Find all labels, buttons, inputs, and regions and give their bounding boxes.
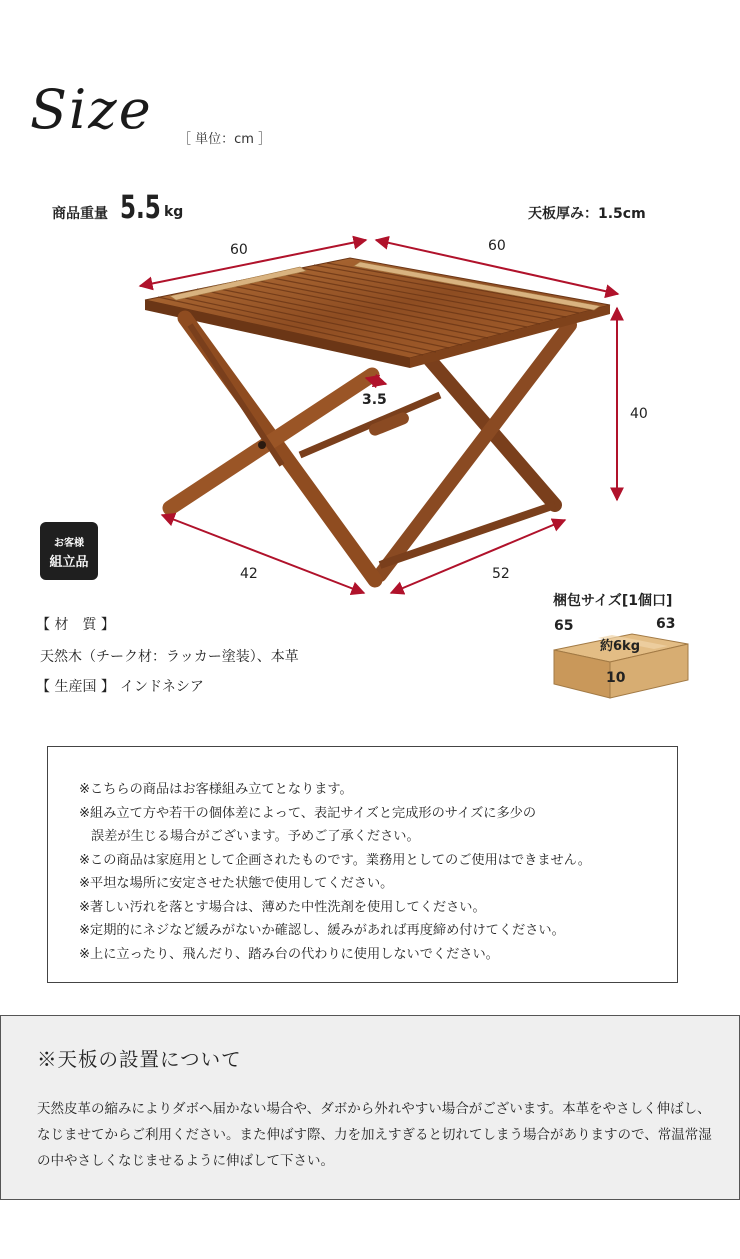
badge-line1: お客様 <box>54 538 84 549</box>
dim-height: 40 <box>630 406 648 422</box>
package-depth: 63 <box>656 616 676 632</box>
dim-gap: 3.5 <box>362 392 387 408</box>
notice-item: ※この商品は家庭用として企画されたものです。業務用としてのご使用はできません。 <box>79 852 591 868</box>
table-illustration <box>0 0 740 620</box>
material-value: 天然木（チーク材：ラッカー塗装）、本革 <box>40 649 299 665</box>
package-box-illustration <box>540 610 740 710</box>
package-width: 65 <box>554 618 574 634</box>
notice-item: ※定期的にネジなど緩みがないか確認し、緩みがあれば再度締め付けてください。 <box>79 923 565 938</box>
assembly-badge <box>40 522 98 580</box>
dim-base-left: 42 <box>240 566 258 582</box>
install-note-title: ※天板の設置について <box>37 1048 242 1071</box>
thickness-label: 天板厚み：1.5cm <box>528 206 646 222</box>
origin-label: 【 生産国 】 <box>36 679 115 695</box>
install-note-section <box>0 1015 740 1200</box>
notice-item: ※上に立ったり、飛んだり、踏み台の代わりに使用しないでください。 <box>79 946 499 962</box>
package-height: 10 <box>606 670 626 686</box>
dim-top-right: 60 <box>488 238 506 254</box>
notice-item: ※平坦な場所に安定させた状態で使用してください。 <box>79 876 394 891</box>
dim-base-right: 52 <box>492 566 510 582</box>
material-label: 【 材 質 】 <box>36 617 115 633</box>
notice-item: ※こちらの商品はお客様組み立てとなります。 <box>79 782 353 797</box>
size-title: Size <box>30 78 153 141</box>
notice-item: ※組み立て方や若干の個体差によって、表記サイズと完成形のサイズに多少の <box>79 805 537 821</box>
install-note-body: 天然皮革の縮みによりダボへ届かない場合や、ダボから外れやすい場合がございます。本革をやさしく伸ばし、なじませてからご利用ください。また伸ばす際、力を加えすぎると切れてしまう場合がありますので、常温常湿の中やさしくなじませるように伸ばして下さい。 <box>37 1101 712 1169</box>
unit-label: ［ 単位：cm ］ <box>178 132 272 147</box>
origin-value: インドネシア <box>120 679 204 695</box>
dim-top-left: 60 <box>230 242 248 258</box>
badge-line2: 組立品 <box>49 555 89 570</box>
notice-item: 誤差が生じる場合がございます。予めご了承ください。 <box>91 829 420 844</box>
notice-box <box>47 746 678 983</box>
weight-value: 5.5 <box>120 188 161 226</box>
notice-list <box>48 747 677 966</box>
package-weight: 約6kg <box>600 639 640 654</box>
weight-label: 商品重量 <box>52 206 108 222</box>
notice-item: ※著しい汚れを落とす場合は、薄めた中性洗剤を使用してください。 <box>79 899 486 915</box>
weight-unit: kg <box>164 204 184 220</box>
package-title: 梱包サイズ[1個口] <box>553 593 673 609</box>
